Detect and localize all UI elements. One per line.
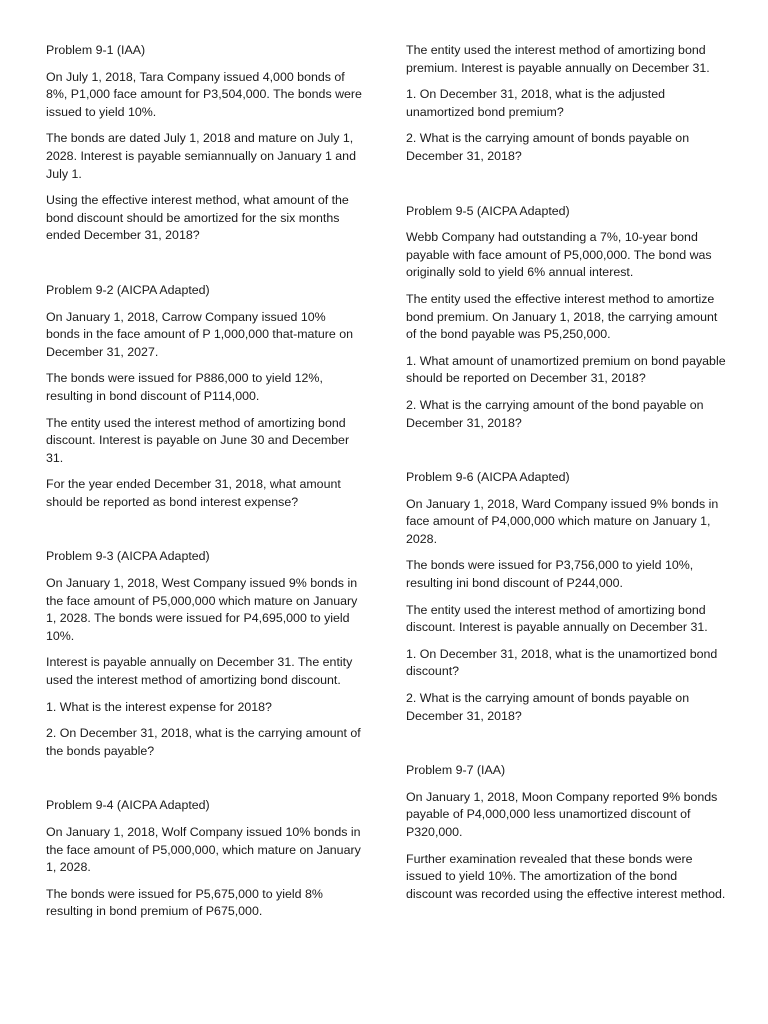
problem-paragraph: On January 1, 2018, Ward Company issued 9% bonds in face amount of P4,000,000 which mature on January 1, 2028. xyxy=(406,496,719,546)
spacer xyxy=(406,441,726,469)
spacer xyxy=(46,254,362,282)
problem-title: Problem 9-3 (AICPA Adapted) xyxy=(46,549,210,564)
problem-title: Problem 9-5 (AICPA Adapted) xyxy=(406,203,570,218)
left-column xyxy=(46,42,362,930)
problem-paragraph: The bonds were issued for P3,756,000 to yield 10%, resulting ini bond discount of P244,000. xyxy=(406,558,694,591)
problem-question: 2. On December 31, 2018, what is the carrying amount of the bonds payable? xyxy=(46,726,361,758)
problem-title: Problem 9-7 (IAA) xyxy=(406,763,506,778)
problem-question: Using the effective interest method, what amount of the bond discount should be amortized for the six months ended December 31, 2018? xyxy=(46,193,349,243)
problem-question: 2. What is the carrying amount of bonds payable on December 31, 2018? xyxy=(406,131,690,163)
problem-paragraph: Webb Company had outstanding a 7%, 10-year bond payable with face amount of P5,000,000. The bond was originally sold to yield 6% annual interest. xyxy=(406,230,712,280)
problem-paragraph: On January 1, 2018, Wolf Company issued 10% bonds in the face amount of P5,000,000, which mature on January 1, 2028. xyxy=(46,825,361,875)
problem-paragraph: Interest is payable annually on December 31. The entity used the interest method of amortizing bond discount. xyxy=(46,655,353,688)
problem-9-3 xyxy=(46,548,362,760)
problem-question: 2. What is the carrying amount of bonds payable on December 31, 2018? xyxy=(406,691,690,723)
problem-title: Problem 9-4 (AICPA Adapted) xyxy=(46,798,210,813)
problem-paragraph: The entity used the interest method of amortizing bond discount. Interest is payable annually on December 31. xyxy=(406,602,708,635)
problem-paragraph: On January 1, 2018, West Company issued 9% bonds in the face amount of P5,000,000 which mature on January 1, 2028. The bonds were issued for P4,695,000 to yield 10%. xyxy=(46,576,358,643)
problem-question: For the year ended December 31, 2018, what amount should be reported as bond interest expense? xyxy=(46,477,341,509)
right-column xyxy=(406,42,726,912)
problem-question: 1. What amount of unamortized premium on bond payable should be reported on December 31, 2018? xyxy=(406,353,726,386)
spacer xyxy=(406,734,726,762)
problem-question: 1. On December 31, 2018, what is the adjusted unamortized bond premium? xyxy=(406,87,665,119)
problem-paragraph: On January 1, 2018, Carrow Company issued 10% bonds in the face amount of P 1,000,000 that-mature on December 31, 2027. xyxy=(46,309,353,359)
spacer xyxy=(46,520,362,548)
problem-9-1 xyxy=(46,42,362,245)
problem-paragraph: The entity used the interest method of amortizing bond premium. Interest is payable annually on December 31. xyxy=(406,43,710,75)
problem-9-4-continued xyxy=(406,42,726,166)
problem-paragraph: The bonds are dated July 1, 2018 and mature on July 1, 2028. Interest is payable semiannually on January 1 and July 1. xyxy=(46,131,356,181)
problem-9-4 xyxy=(46,797,362,921)
problem-paragraph: Further examination revealed that these bonds were issued to yield 10%. The amortization of the bond discount was recorded using the effective interest method. xyxy=(406,851,726,901)
problem-paragraph: On January 1, 2018, Moon Company reported 9% bonds payable of P4,000,000 less unamortized discount of P320,000. xyxy=(406,789,718,839)
spacer xyxy=(406,175,726,203)
problem-paragraph: The bonds were issued for P886,000 to yield 12%, resulting in bond discount of P114,000. xyxy=(46,371,323,403)
problem-paragraph: On July 1, 2018, Tara Company issued 4,000 bonds of 8%, P1,000 face amount for P3,504,000. The bonds were issued to yield 10%. xyxy=(46,69,362,119)
problem-9-5 xyxy=(406,203,726,433)
problem-paragraph: The entity used the interest method of amortizing bond discount. Interest is payable on June 30 and December 31. xyxy=(46,415,350,465)
problem-title: Problem 9-6 (AICPA Adapted) xyxy=(406,470,570,485)
spacer xyxy=(46,769,362,797)
problem-9-6 xyxy=(406,469,726,725)
problem-paragraph: The bonds were issued for P5,675,000 to yield 8% resulting in bond premium of P675,000. xyxy=(46,886,323,919)
problem-question: 1. What is the interest expense for 2018? xyxy=(46,699,272,714)
problem-9-7 xyxy=(406,762,726,903)
problem-title: Problem 9-1 (IAA) xyxy=(46,43,146,57)
problem-title: Problem 9-2 (AICPA Adapted) xyxy=(46,282,210,297)
problem-question: 1. On December 31, 2018, what is the unamortized bond discount? xyxy=(406,646,718,679)
problem-question: 2. What is the carrying amount of the bond payable on December 31, 2018? xyxy=(406,397,704,430)
problem-paragraph: The entity used the effective interest method to amortize bond premium. On January 1, 2018, the carrying amount of the bond payable was P5,250,000. xyxy=(406,291,718,342)
problem-9-2 xyxy=(46,282,362,512)
